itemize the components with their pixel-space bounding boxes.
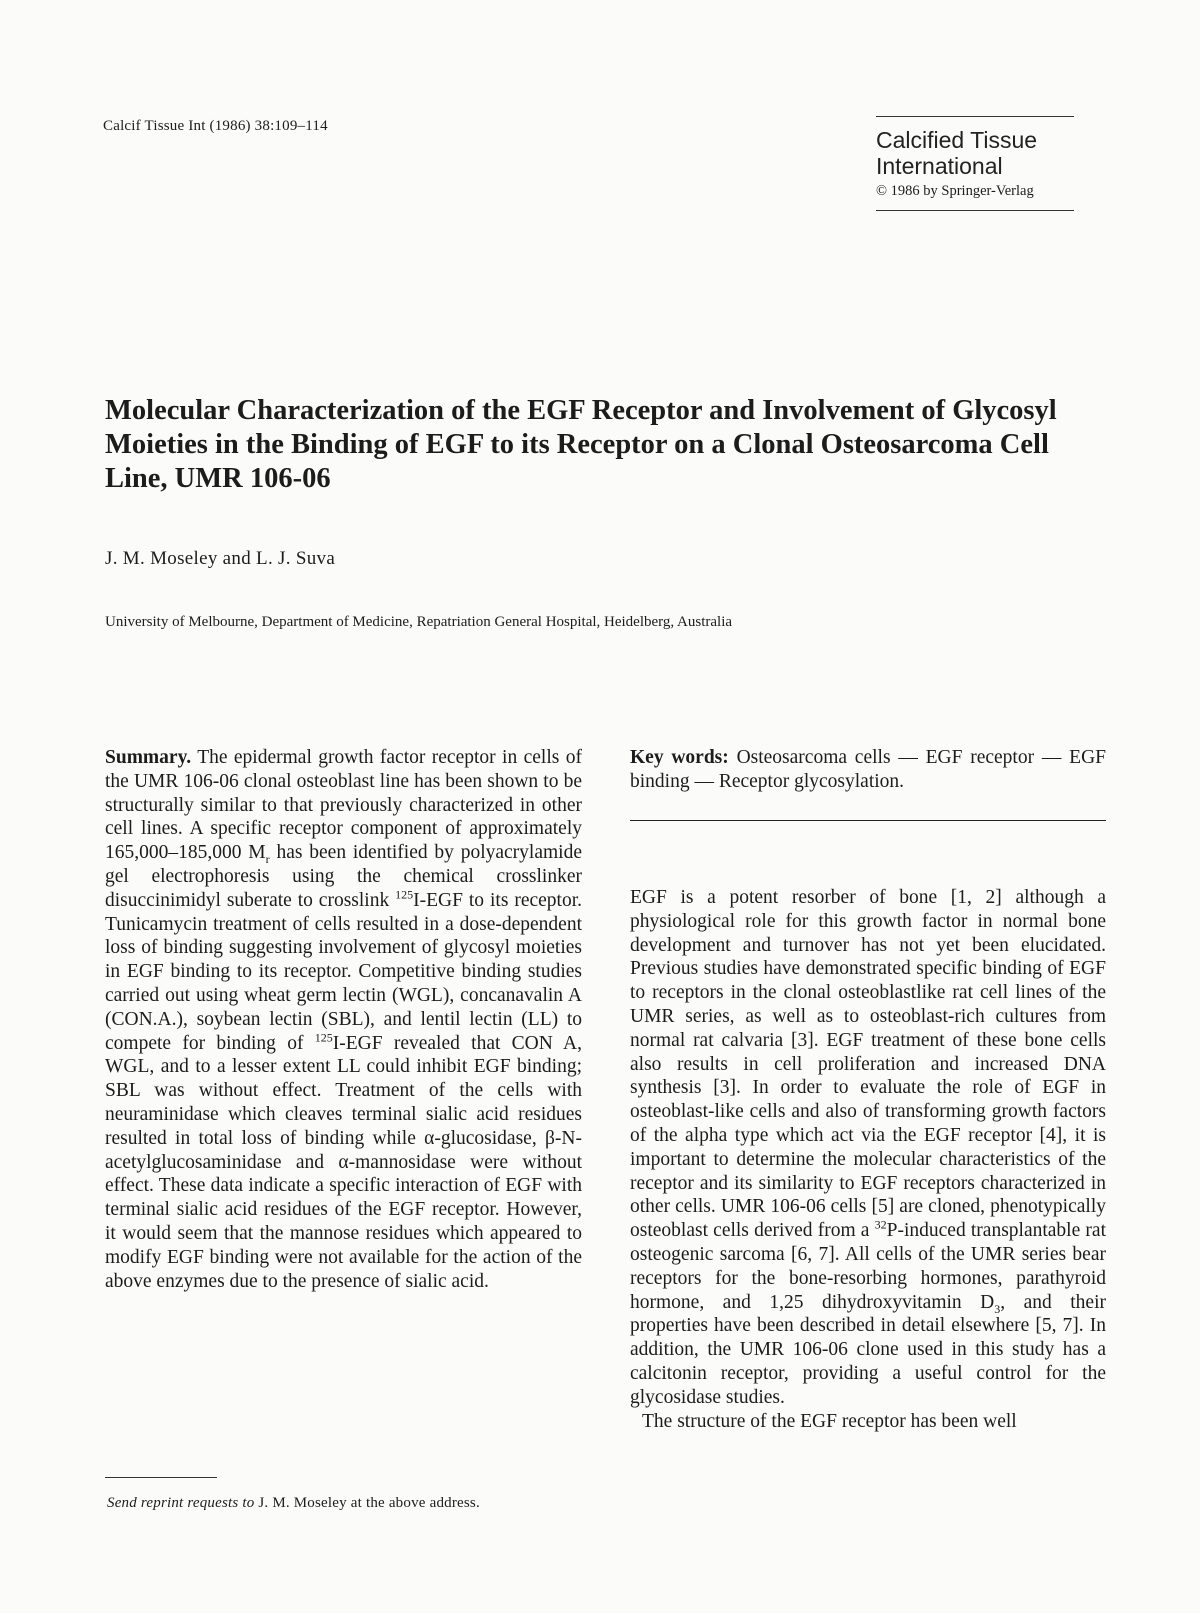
authors: J. M. Moseley and L. J. Suva [105,548,336,569]
right-column [630,746,1106,1432]
summary-text-3: I-EGF to its receptor. Tunicamycin treatment of cells resulted in a dose-dependent loss of binding suggesting involvement of glycosyl moieties in EGF binding to its receptor. Competitive binding studies carried out using wheat germ lectin (WGL), concanavalin A (CON.A.), soybean lectin (SBL), and lentil lectin (LL) to compete for binding of [105,889,582,1054]
journal-name-line1: Calcified Tissue [876,127,1038,153]
keywords-divider [630,820,1106,821]
intro-text-3: , and their properties have been described in detail elsewhere [5, 7]. In addition, the UMR 106-06 clone used in this study has a calcitonin receptor, providing a useful control for the glycosidase studies. [630,1291,1106,1408]
keywords [630,746,1106,794]
journal-name [876,127,1074,179]
intro-continuation: The structure of the EGF receptor has been well [642,1410,1017,1432]
isotope-superscript: 125 [395,887,414,902]
footnote-italic: Send reprint requests to [107,1495,255,1511]
intro-text-2: P-induced transplantable rat osteogenic sarcoma [6, 7]. All cells of the UMR series bear receptors for the bone-resorbing hormones, parathyroid hormone, and 1,25 dihydroxyvitamin D [630,1220,1106,1313]
summary-text-2: has been identified by polyacrylamide gel electrophoresis using the chemical crosslinker disuccinimidyl suberate to crosslink [105,842,582,911]
journal-box [876,116,1074,211]
keywords-text: Osteosarcoma cells — EGF receptor — EGF binding — Receptor glycosylation. [630,747,1106,792]
summary-text-1: The epidermal growth factor receptor in cells of the UMR 106-06 clonal osteoblast line has been shown to be structurally similar to that previously characterized in other cell lines. A specific receptor component of approximately 165,000–185,000 M [105,747,582,864]
footnote-text: J. M. Moseley at the above address. [254,1495,480,1511]
journal-name-line2: International [876,153,1003,179]
footnote-divider [105,1477,217,1478]
isotope-superscript: 125 [314,1030,333,1045]
summary-text-4: I-EGF revealed that CON A, WGL, and to a lesser extent LL could inhibit EGF binding; SBL was without effect. Treatment of the cells with neuraminidase which cleaves terminal sialic acid residues resulted in total loss of binding while α-glucosidase, β-N-acetylglucosaminidase and α-mannosidase were without effect. These data indicate a specific interaction of EGF with terminal sialic acid residues of the EGF receptor. However, it would seem that the mannose residues which appeared to modify EGF binding were not available for the action of the above enzymes due to the presence of sialic acid. [105,1032,582,1292]
introduction [630,886,1106,1433]
isotope-superscript: 32 [874,1217,887,1232]
keywords-label: Key words: [630,747,729,768]
summary-label: Summary. [105,747,192,768]
intro-paragraph [630,886,1106,1410]
mr-subscript: r [265,852,270,867]
intro-text-1: EGF is a potent resorber of bone [1, 2] although a physiological role for this growth factor in normal bone development and turnover has not yet been elucidated. Previous studies have demonstrated specific binding of EGF to receptors in the clonal osteoblastlike rat cell lines of the UMR series, as well as to osteoblast-rich cultures from normal rat calvaria [3]. EGF treatment of these bone cells also results in cell proliferation and increased DNA synthesis [3]. In order to evaluate the role of EGF in osteoblast-like cells and also of transforming growth factors of the alpha type which act via the EGF receptor [4], it is important to determine the molecular characteristics of the receptor and its similarity to EGF receptors characterized in other cells. UMR 106-06 cells [5] are cloned, phenotypically osteoblast cells derived from a [630,887,1106,1242]
citation: Calcif Tissue Int (1986) 38:109–114 [103,118,328,134]
article-title: Molecular Characterization of the EGF Receptor and Involvement of Glycosyl Moieties in the Binding of EGF to its Receptor on a Clonal Osteosarcoma Cell Line, UMR 106-06 [105,395,1057,494]
footnote [107,1495,480,1512]
summary [105,746,582,1293]
affiliation: University of Melbourne, Department of Medicine, Repatriation General Hospital, Heidelberg, Australia [105,614,733,630]
d3-subscript: 3 [994,1301,1001,1316]
copyright: © 1986 by Springer-Verlag [876,183,1034,199]
